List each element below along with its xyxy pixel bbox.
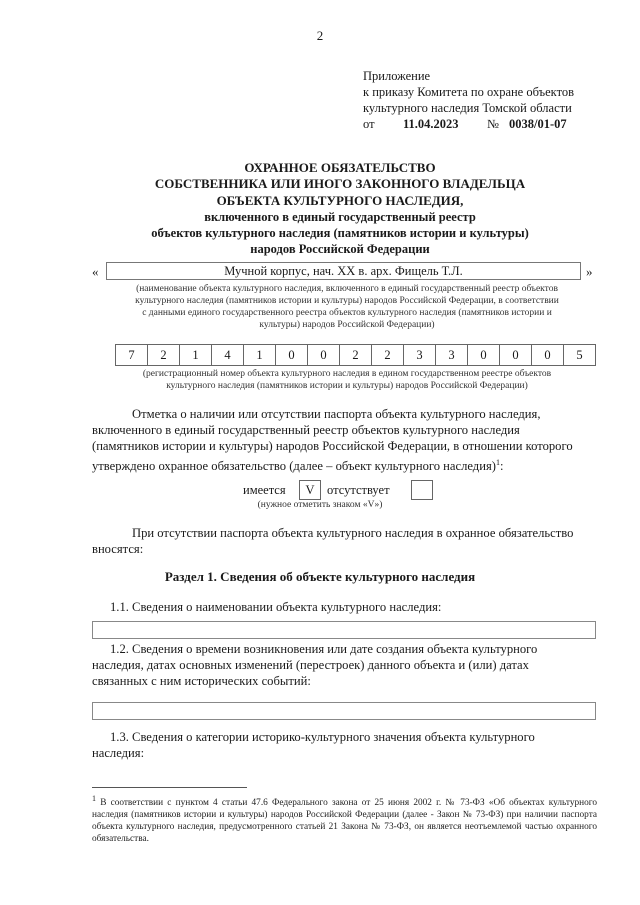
- reg-digit-cell[interactable]: 0: [499, 344, 532, 366]
- from-label: от: [363, 117, 375, 131]
- registration-number-cells[interactable]: [116, 344, 596, 366]
- open-quote: «: [92, 264, 99, 279]
- exists-checkbox[interactable]: V: [299, 480, 321, 500]
- page-number: 2: [316, 28, 324, 43]
- item-1-3: [92, 729, 595, 761]
- footnote-divider: [92, 787, 247, 788]
- title-line-3: ОБЪЕКТА КУЛЬТУРНОГО НАСЛЕДИЯ,: [216, 192, 464, 208]
- footnote: [92, 793, 597, 845]
- appendix-date-row: [363, 116, 574, 132]
- reg-digit-cell[interactable]: 0: [307, 344, 340, 366]
- caption-line: (наименование объекта культурного наследия, включенного в единый государственный реестр объектов: [136, 284, 558, 294]
- check-hint: (нужное отметить знаком «V»): [257, 500, 383, 510]
- reg-digit-cell[interactable]: 0: [467, 344, 500, 366]
- reg-digit-cell[interactable]: 7: [115, 344, 148, 366]
- caption-line: с данными единого государственного реестра объектов культурного наследия (памятников истории и: [142, 308, 552, 318]
- title-line-4: включенного в единый государственный реестр: [204, 209, 476, 224]
- registration-caption: [92, 368, 602, 392]
- object-name-field[interactable]: Мучной корпус, нач. ХХ в. арх. Фищель Т.Л.: [106, 262, 581, 280]
- caption-line: культурного наследия (памятников истории и культуры) народов Российской Федерации): [166, 381, 528, 391]
- passport-line-4: [92, 455, 595, 474]
- document-title: [60, 160, 620, 258]
- footnote-text: В соответствии с пунктом 4 статьи 47.6 Федерального закона от 25 июня 2002 г. № 73-ФЗ «Об объектах культурного наследия (памятников истории и культуры) народов Российской Федерации (далее - Закон № 73-ФЗ) при наличии паспорта объекта культурного наследия, предусмотренного статьей 21 Закона № 73-ФЗ, он является неотъемлемой частью охранного обязательства.: [92, 798, 597, 845]
- appendix-committee-line: культурного наследия Томской области: [363, 101, 572, 115]
- item-1-2: [92, 641, 595, 690]
- colon: :: [499, 458, 504, 473]
- item-1-2-line-3: связанных с ним исторических событий:: [92, 674, 311, 689]
- caption-line: (регистрационный номер объекта культурного наследия в едином государственном реестре объектов: [142, 369, 552, 379]
- number-label: №: [487, 117, 499, 131]
- passport-line-2: включенного в единый государственный реестр объектов культурного наследия: [92, 423, 520, 438]
- passport-paragraph: [92, 406, 595, 474]
- appendix-title: Приложение: [363, 69, 431, 83]
- absence-line-1: При отсутствии паспорта объекта культурного наследия в охранное обязательство: [132, 526, 574, 540]
- exists-label: имеется: [243, 483, 286, 497]
- reg-digit-cell[interactable]: 3: [435, 344, 468, 366]
- item-1-1: [92, 599, 595, 615]
- absence-paragraph: [92, 525, 595, 557]
- absence-line-2: вносятся:: [92, 542, 144, 557]
- passport-line-4-text: утверждено охранное обязательство (далее – объект культурного наследия): [92, 458, 496, 473]
- caption-line: культурного наследия (памятников истории и культуры) народов Российской Федерации, в соответствии: [135, 296, 559, 306]
- absent-checkbox[interactable]: [411, 480, 433, 500]
- section-1-title: Раздел 1. Сведения об объекте культурного наследия: [164, 569, 476, 584]
- reg-digit-cell[interactable]: 5: [563, 344, 596, 366]
- passport-line-3: (памятников истории и культуры) народов Российской Федерации, в отношении которого: [92, 439, 573, 454]
- passport-line-1: Отметка о наличии или отсутствии паспорта объекта культурного наследия,: [132, 407, 541, 421]
- creation-date-input[interactable]: [92, 702, 596, 720]
- order-number: 0038/01-07: [509, 117, 567, 131]
- caption-line: культуры) народов Российской Федерации): [259, 320, 435, 330]
- footnote-mark: 1: [92, 794, 96, 803]
- order-date: 11.04.2023: [403, 117, 459, 131]
- item-1-3-line-2: наследия:: [92, 746, 145, 761]
- object-name-input[interactable]: [92, 621, 596, 639]
- title-line-2: СОБСТВЕННИКА ИЛИ ИНОГО ЗАКОННОГО ВЛАДЕЛЬЦА: [154, 176, 526, 192]
- appendix-header: [363, 68, 574, 132]
- reg-digit-cell[interactable]: 3: [403, 344, 436, 366]
- title-line-5: объектов культурного наследия (памятников истории и культуры): [151, 226, 529, 241]
- item-1-1-text: 1.1. Сведения о наименовании объекта культурного наследия:: [110, 600, 442, 614]
- item-1-3-line-1: 1.3. Сведения о категории историко-культурного значения объекта культурного: [110, 730, 535, 744]
- reg-digit-cell[interactable]: 2: [147, 344, 180, 366]
- close-quote: »: [586, 264, 593, 279]
- reg-digit-cell[interactable]: 0: [275, 344, 308, 366]
- title-line-6: народов Российской Федерации: [250, 242, 430, 257]
- title-line-1: ОХРАННОЕ ОБЯЗАТЕЛЬСТВО: [244, 160, 436, 175]
- reg-digit-cell[interactable]: 1: [179, 344, 212, 366]
- reg-digit-cell[interactable]: 2: [339, 344, 372, 366]
- reg-digit-cell[interactable]: 1: [243, 344, 276, 366]
- footnote-ref: 1: [495, 457, 500, 467]
- reg-digit-cell[interactable]: 2: [371, 344, 404, 366]
- object-name-caption: [92, 283, 602, 331]
- item-1-2-line-1: 1.2. Сведения о времени возникновения или дате создания объекта культурного: [110, 642, 538, 656]
- reg-digit-cell[interactable]: 0: [531, 344, 564, 366]
- item-1-2-line-2: наследия, датах основных изменений (перестроек) данного объекта и (или) датах: [92, 658, 529, 673]
- absent-label: отсутствует: [327, 483, 390, 497]
- reg-digit-cell[interactable]: 4: [211, 344, 244, 366]
- appendix-order-line: к приказу Комитета по охране объектов: [363, 85, 575, 99]
